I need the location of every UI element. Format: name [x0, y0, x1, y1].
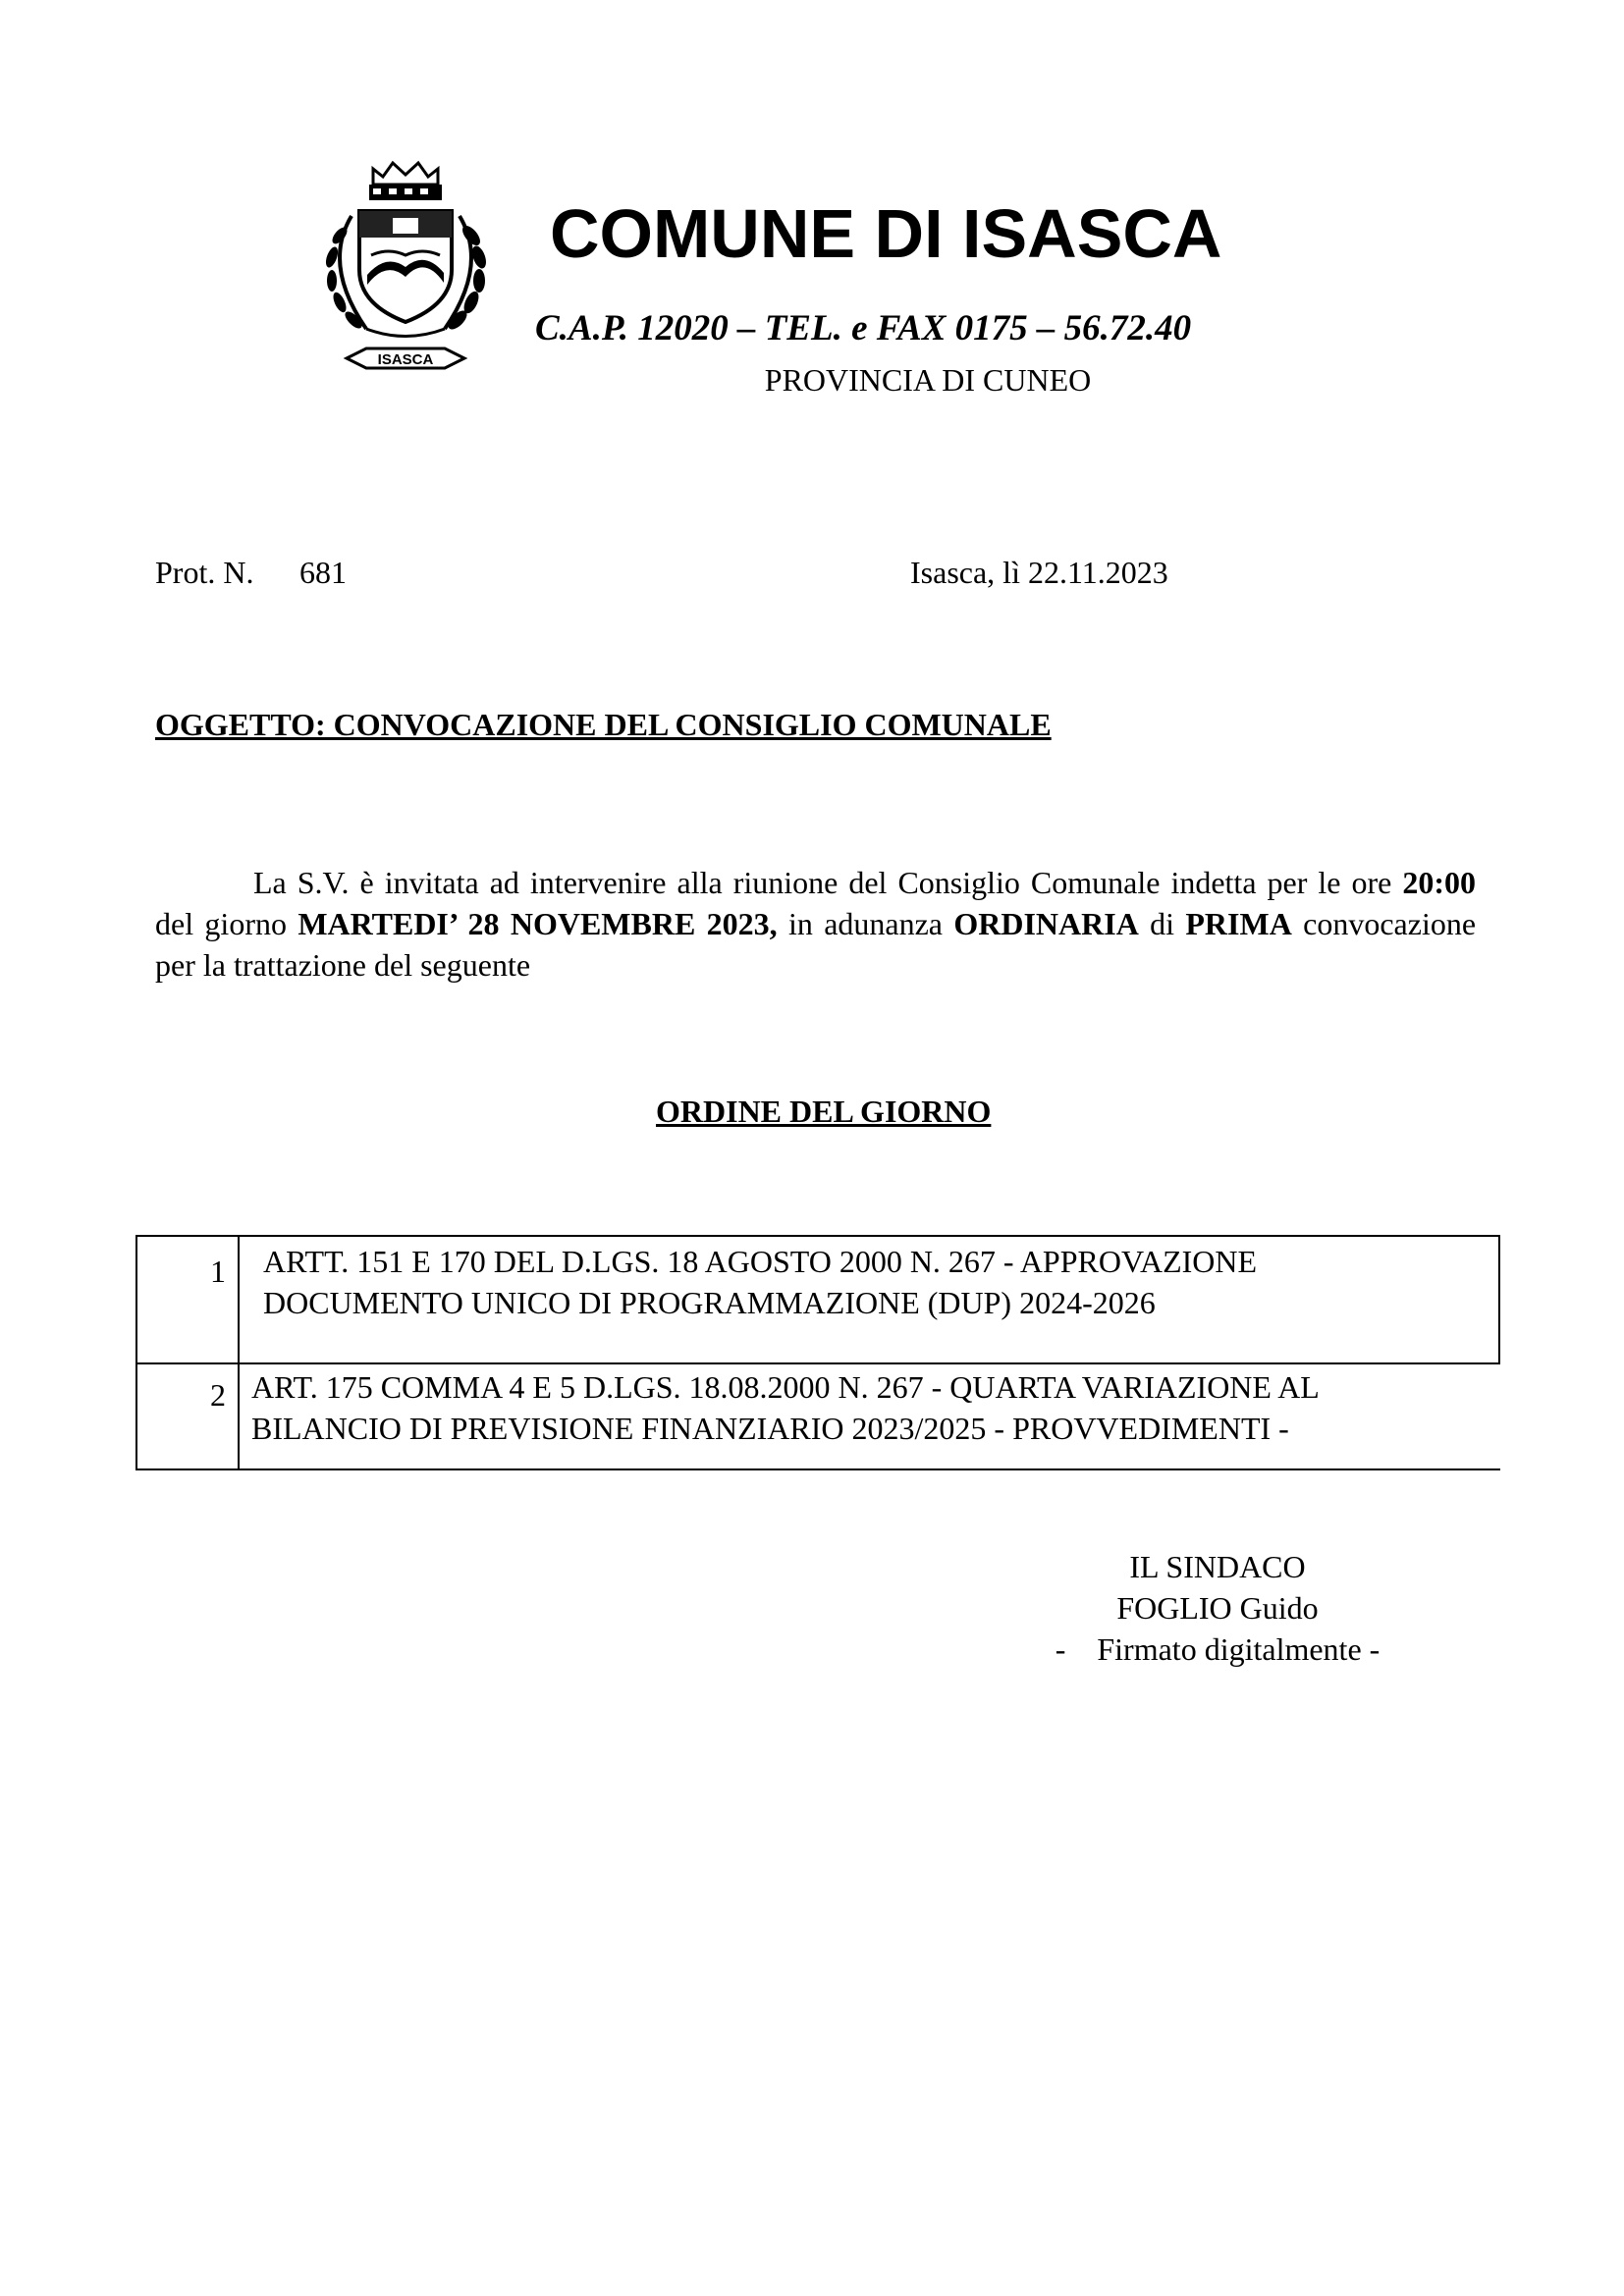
- protocol-number: 681: [299, 555, 347, 590]
- signatory-name: FOGLIO Guido: [1116, 1590, 1319, 1626]
- agenda-item: [263, 1241, 1481, 1323]
- invitation-paragraph: [155, 862, 1476, 986]
- agenda-item-number: 1: [210, 1254, 226, 1289]
- table-border-top: [135, 1235, 1500, 1237]
- table-row-divider: [135, 1362, 1500, 1364]
- agenda-item: [251, 1366, 1494, 1449]
- body-text-2: del giorno: [155, 906, 298, 941]
- agenda-item-line: ARTT. 151 E 170 DEL D.LGS. 18 AGOSTO 2000 N. 267 - APPROVAZIONE: [263, 1244, 1258, 1279]
- subject-heading: OGGETTO: CONVOCAZIONE DEL CONSIGLIO COMUNALE: [155, 707, 1052, 742]
- body-text-5: convocazione per la trattazione del seguente: [155, 906, 1477, 983]
- protocol-label: Prot. N.: [155, 555, 254, 590]
- meeting-type: ORDINARIA: [953, 906, 1139, 941]
- place-date: Isasca, lì 22.11.2023: [910, 555, 1168, 590]
- agenda-item-line: BILANCIO DI PREVISIONE FINANZIARIO 2023/2025 - PROVVEDIMENTI -: [251, 1411, 1289, 1446]
- meeting-time: 20:00: [1402, 865, 1476, 900]
- coat-of-arms-logo: [312, 157, 499, 388]
- contact-line: C.A.P. 12020 – TEL. e FAX 0175 – 56.72.40: [535, 308, 1192, 348]
- table-column-divider: [238, 1235, 240, 1470]
- signatory-role: IL SINDACO: [1129, 1549, 1306, 1584]
- table-border-bottom: [135, 1468, 1500, 1470]
- agenda-item-line: DOCUMENTO UNICO DI PROGRAMMAZIONE (DUP) 2024-2026: [263, 1285, 1156, 1320]
- body-text-1: La S.V. è invitata ad intervenire alla riunione del Consiglio Comunale indetta per le ore: [253, 865, 1403, 900]
- table-border-left: [135, 1235, 137, 1470]
- province-line: PROVINCIA DI CUNEO: [764, 362, 1092, 398]
- table-border-right: [1498, 1235, 1500, 1364]
- call-number: PRIMA: [1185, 906, 1292, 941]
- agenda-table: [135, 1235, 1500, 1470]
- meeting-date: MARTEDI’ 28 NOVEMBRE 2023,: [298, 906, 778, 941]
- crest-ribbon-text: ISASCA: [377, 351, 434, 368]
- agenda-item-line: ART. 175 COMMA 4 E 5 D.LGS. 18.08.2000 N. 267 - QUARTA VARIAZIONE AL: [251, 1369, 1320, 1405]
- body-text-3: in adunanza: [777, 906, 954, 941]
- digital-signature-note: - Firmato digitalmente -: [1055, 1631, 1380, 1667]
- municipality-title: COMUNE DI ISASCA: [550, 195, 1222, 272]
- body-text-4: di: [1138, 906, 1186, 941]
- agenda-item-number: 2: [210, 1377, 226, 1413]
- signature-block: [1011, 1546, 1424, 1670]
- agenda-title: ORDINE DEL GIORNO: [656, 1094, 992, 1129]
